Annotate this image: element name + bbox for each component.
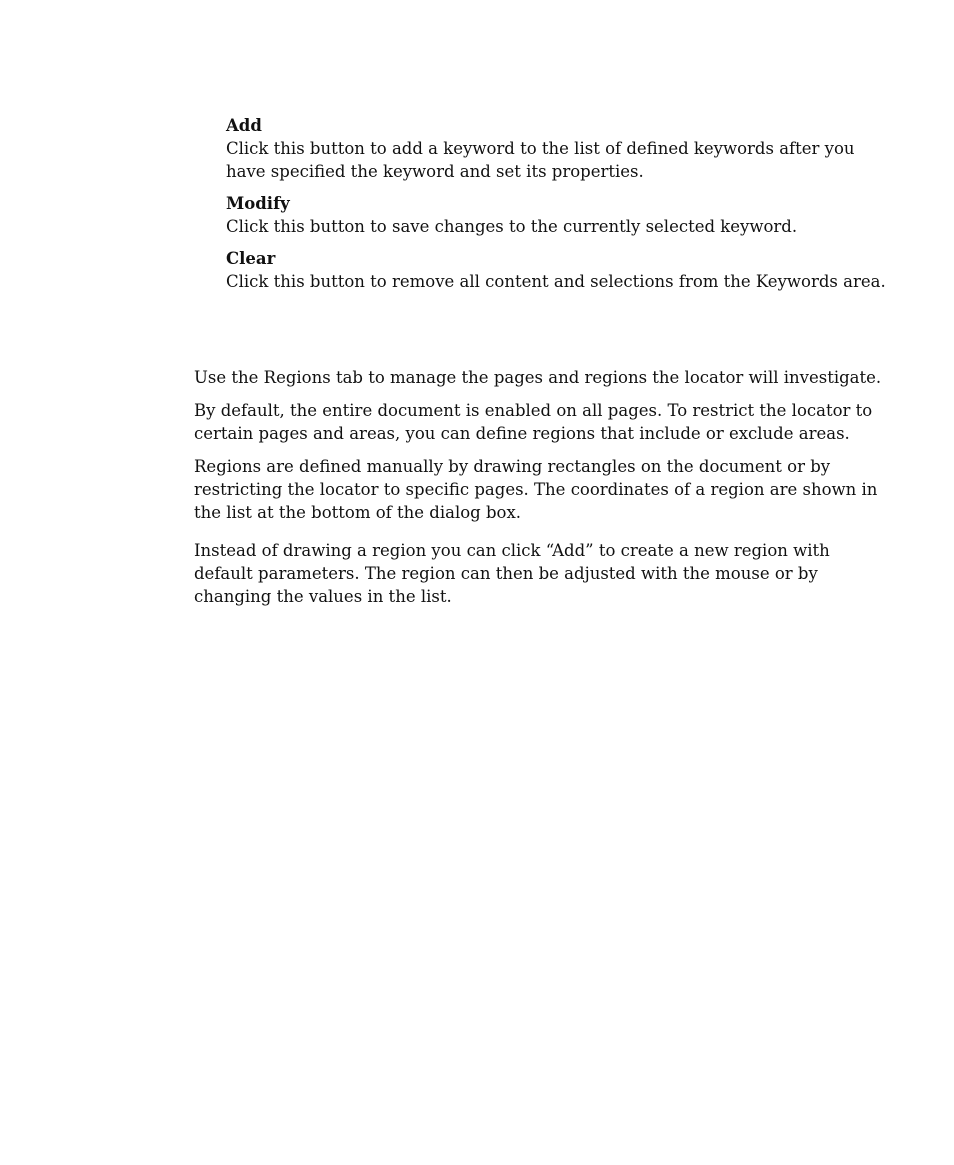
- definition-term-modify: Modify: [226, 194, 290, 213]
- paragraph-regions-intro: Use the Regions tab to manage the pages and regions the locator will investigate.: [194, 368, 882, 387]
- definition-desc-modify: Click this button to save changes to the currently selected keyword.: [226, 217, 798, 236]
- regions-section-body: [194, 366, 884, 618]
- paragraph-default-behavior: By default, the entire document is enabled on all pages. To restrict the locator to certain pages and areas, you can define regions that include or exclude areas.: [194, 401, 873, 443]
- definition-term-add: Add: [226, 116, 262, 135]
- paragraph-add-region: Instead of drawing a region you can click “Add” to create a new region with default parameters. The region can then be adjusted with the mouse or by changing the values in the list.: [194, 541, 830, 606]
- paragraph-region-definition: Regions are defined manually by drawing rectangles on the document or by restricting the locator to specific pages. The coordinates of a region are shown in the list at the bottom of the dialog box.: [194, 457, 878, 522]
- definition-desc-add: Click this button to add a keyword to the list of defined keywords after you have specified the keyword and set its properties.: [226, 139, 855, 181]
- definition-desc-clear: Click this button to remove all content and selections from the Keywords area.: [226, 272, 886, 291]
- definition-term-clear: Clear: [226, 249, 276, 268]
- button-definitions-list: [226, 114, 886, 302]
